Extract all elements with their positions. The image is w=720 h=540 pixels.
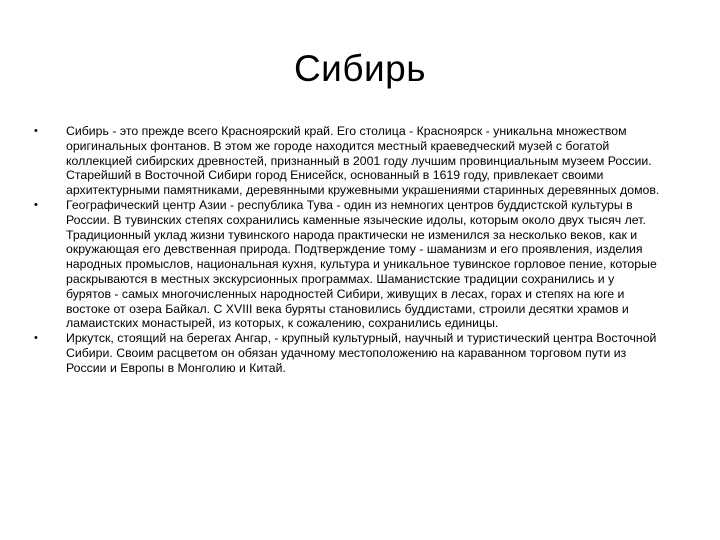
bullet-marker: • — [34, 198, 38, 211]
bullet-text-irkutsk: Иркутск, стоящий на берегах Ангар, - крупный культурный, научный и туристический центра Восточной Сибири. Своим расцветом он обязан удачному местоположению на караванном торговом пути из России и Европы в Монголию и Китай. — [66, 331, 657, 375]
slide-title: Сибирь — [293, 48, 427, 89]
bullet-text-krasnoyarsk: Сибирь - это прежде всего Красноярский край. Его столица - Красноярск - уникальна множеством оригинальных фонтанов. В этом же городе находится местный краеведческий музей с богатой коллекцией сибирских древностей, признанный в 2001 году лучшим провинциальным музеем России. Старейший в Восточной Сибири город Енисейск, основанный в 1619 году, привлекает своими архитектурными памятниками, деревянными кружевными украшениями старинных деревянных домов. — [66, 124, 660, 198]
bullet-marker: • — [34, 332, 38, 345]
list-item — [0, 198, 660, 331]
bullet-marker: • — [34, 125, 38, 137]
bullet-text-tuva: Географический центр Азии - республика Тува - один из немногих центров буддистской культуры в России. В тувинских степях сохранились каменные языческие идолы, которым около двух тысяч лет. Традиционный уклад жизни тувинского народа практически не изменился за несколько веков, как и окружающая его девственная природа. Подтверждение тому - шаманизм и его проявления, изделия народных промыслов, национальная кухня, культура и уникальное тувинское горловое пение, которые раскрываются в местных экскурсионных программах. Шаманистские традиции сохранились и у бурятов - самых многочисленных народностей Сибири, живущих в лесах, горах и степях на юге и востоке от озера Байкал. С XVIII века буряты становились буддистами, строили десятки храмов и ламаистских монастырей, из которых, к сожалению, сохранились единицы. — [66, 197, 657, 331]
list-item — [0, 124, 660, 198]
list-item — [0, 331, 660, 375]
bullet-list — [0, 124, 720, 376]
